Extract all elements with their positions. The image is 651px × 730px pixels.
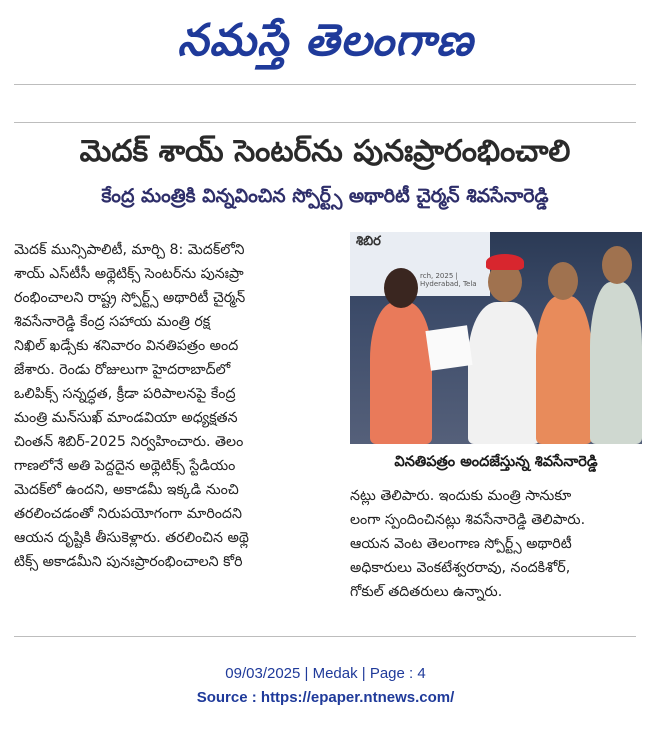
turban xyxy=(486,254,524,270)
person-woman-head xyxy=(384,268,418,308)
photo-caption: వినతిపత్రం అందజేస్తున్న శివసేనారెడ్డి xyxy=(394,454,598,470)
article-headline: మెదక్ శాయ్ సెంటర్‌ను పునఃప్రారంభించాలి xyxy=(79,134,571,169)
article-bottom-divider xyxy=(14,636,636,637)
edition-info: 09/03/2025 | Medak | Page : 4 xyxy=(225,665,426,682)
masthead-title: నమస్తే తెలంగాణ xyxy=(177,15,474,66)
body-line: మంత్రి మన్‌సుఖ్ మాండవియా అధ్యక్షతన xyxy=(14,410,238,426)
body-line: గాణలోనే అతి పెద్దదైన అథ్లెటిక్స్ స్టేడియం xyxy=(14,458,236,474)
banner-small-text: rch, 2025 | Hyderabad, Tela xyxy=(420,272,477,288)
article-photo xyxy=(350,232,642,444)
body-line: మెదక్ మున్సిపాలిటీ, మార్చి 8: మెదక్‌లోని xyxy=(14,242,245,258)
body-line: చింతన్ శిబిర్-2025 నిర్వహించారు. తెలం xyxy=(14,434,244,450)
body-line: ఆయన దృష్టికి తీసుకెళ్లారు. తరలించిన అథ్లె xyxy=(14,530,249,546)
body-line: మెదక్‌లో ఉందని, అకాడమీ ఇక్కడి నుంచి xyxy=(14,482,239,498)
person-man-far-right xyxy=(590,282,642,444)
body-line: ఆయన వెంట తెలంగాణ స్పోర్ట్స్ అథారిటీ xyxy=(350,536,572,552)
headline-divider xyxy=(14,122,636,123)
body-line: శాయ్ ఎస్‌టీసీ అథ్లెటిక్స్ సెంటర్‌ను పునఃప్రా xyxy=(14,266,244,282)
person-woman xyxy=(370,302,432,444)
source-link[interactable]: Source : https://epaper.ntnews.com/ xyxy=(196,689,455,706)
article-subheadline: కేంద్ర మంత్రికి విన్నవించిన స్పోర్ట్స్ అథారిటీ చైర్మన్ శివసేనారెడ్డి xyxy=(101,185,549,207)
body-line: గోకుల్ తదితరులు ఉన్నారు. xyxy=(350,584,503,600)
body-line: రంభించాలని రాష్ట్ర స్పోర్ట్స్ అథారిటీ చైర్మన్ xyxy=(14,290,246,306)
person-man-right xyxy=(536,296,592,444)
body-line: లంగా స్పందించినట్లు శివసేనారెడ్డి తెలిపారు. xyxy=(350,512,586,528)
body-line: నిఖిల్ ఖడ్సేకు శనివారం వినతిపత్రం అంద xyxy=(14,338,239,354)
body-line: అధికారులు వెంకటేశ్వరరావు, నందకిశోర్, xyxy=(350,560,571,576)
article-right-column xyxy=(350,484,642,604)
article-left-column xyxy=(14,238,340,574)
person-man-center xyxy=(468,302,540,444)
body-line: శివసేనారెడ్డి కేంద్ర సహాయ మంత్రి రక్ష xyxy=(14,314,211,330)
body-line: తరలించడంతో నిరుపయోగంగా మారిందని xyxy=(14,506,242,522)
body-line: టిక్స్ అకాడమీని పునఃప్రారంభించాలని కోరి xyxy=(14,554,243,570)
person-man-far-right-head xyxy=(602,246,632,284)
body-line: నట్లు తెలిపారు. ఇందుకు మంత్రి సానుకూ xyxy=(350,488,572,504)
masthead-divider xyxy=(14,84,636,85)
petition-letter xyxy=(425,325,472,370)
banner-text: శిబిర xyxy=(356,234,381,249)
person-man-right-head xyxy=(548,262,578,300)
body-line: జేశారు. రెండు రోజులుగా హైదరాబాద్‌లో xyxy=(14,362,231,378)
event-banner xyxy=(350,232,490,296)
masthead xyxy=(0,8,651,74)
body-line: ఒలిపిక్స్ సన్నద్ధత, క్రీడా పరిపాలనపై కేంద్ర xyxy=(14,386,236,402)
